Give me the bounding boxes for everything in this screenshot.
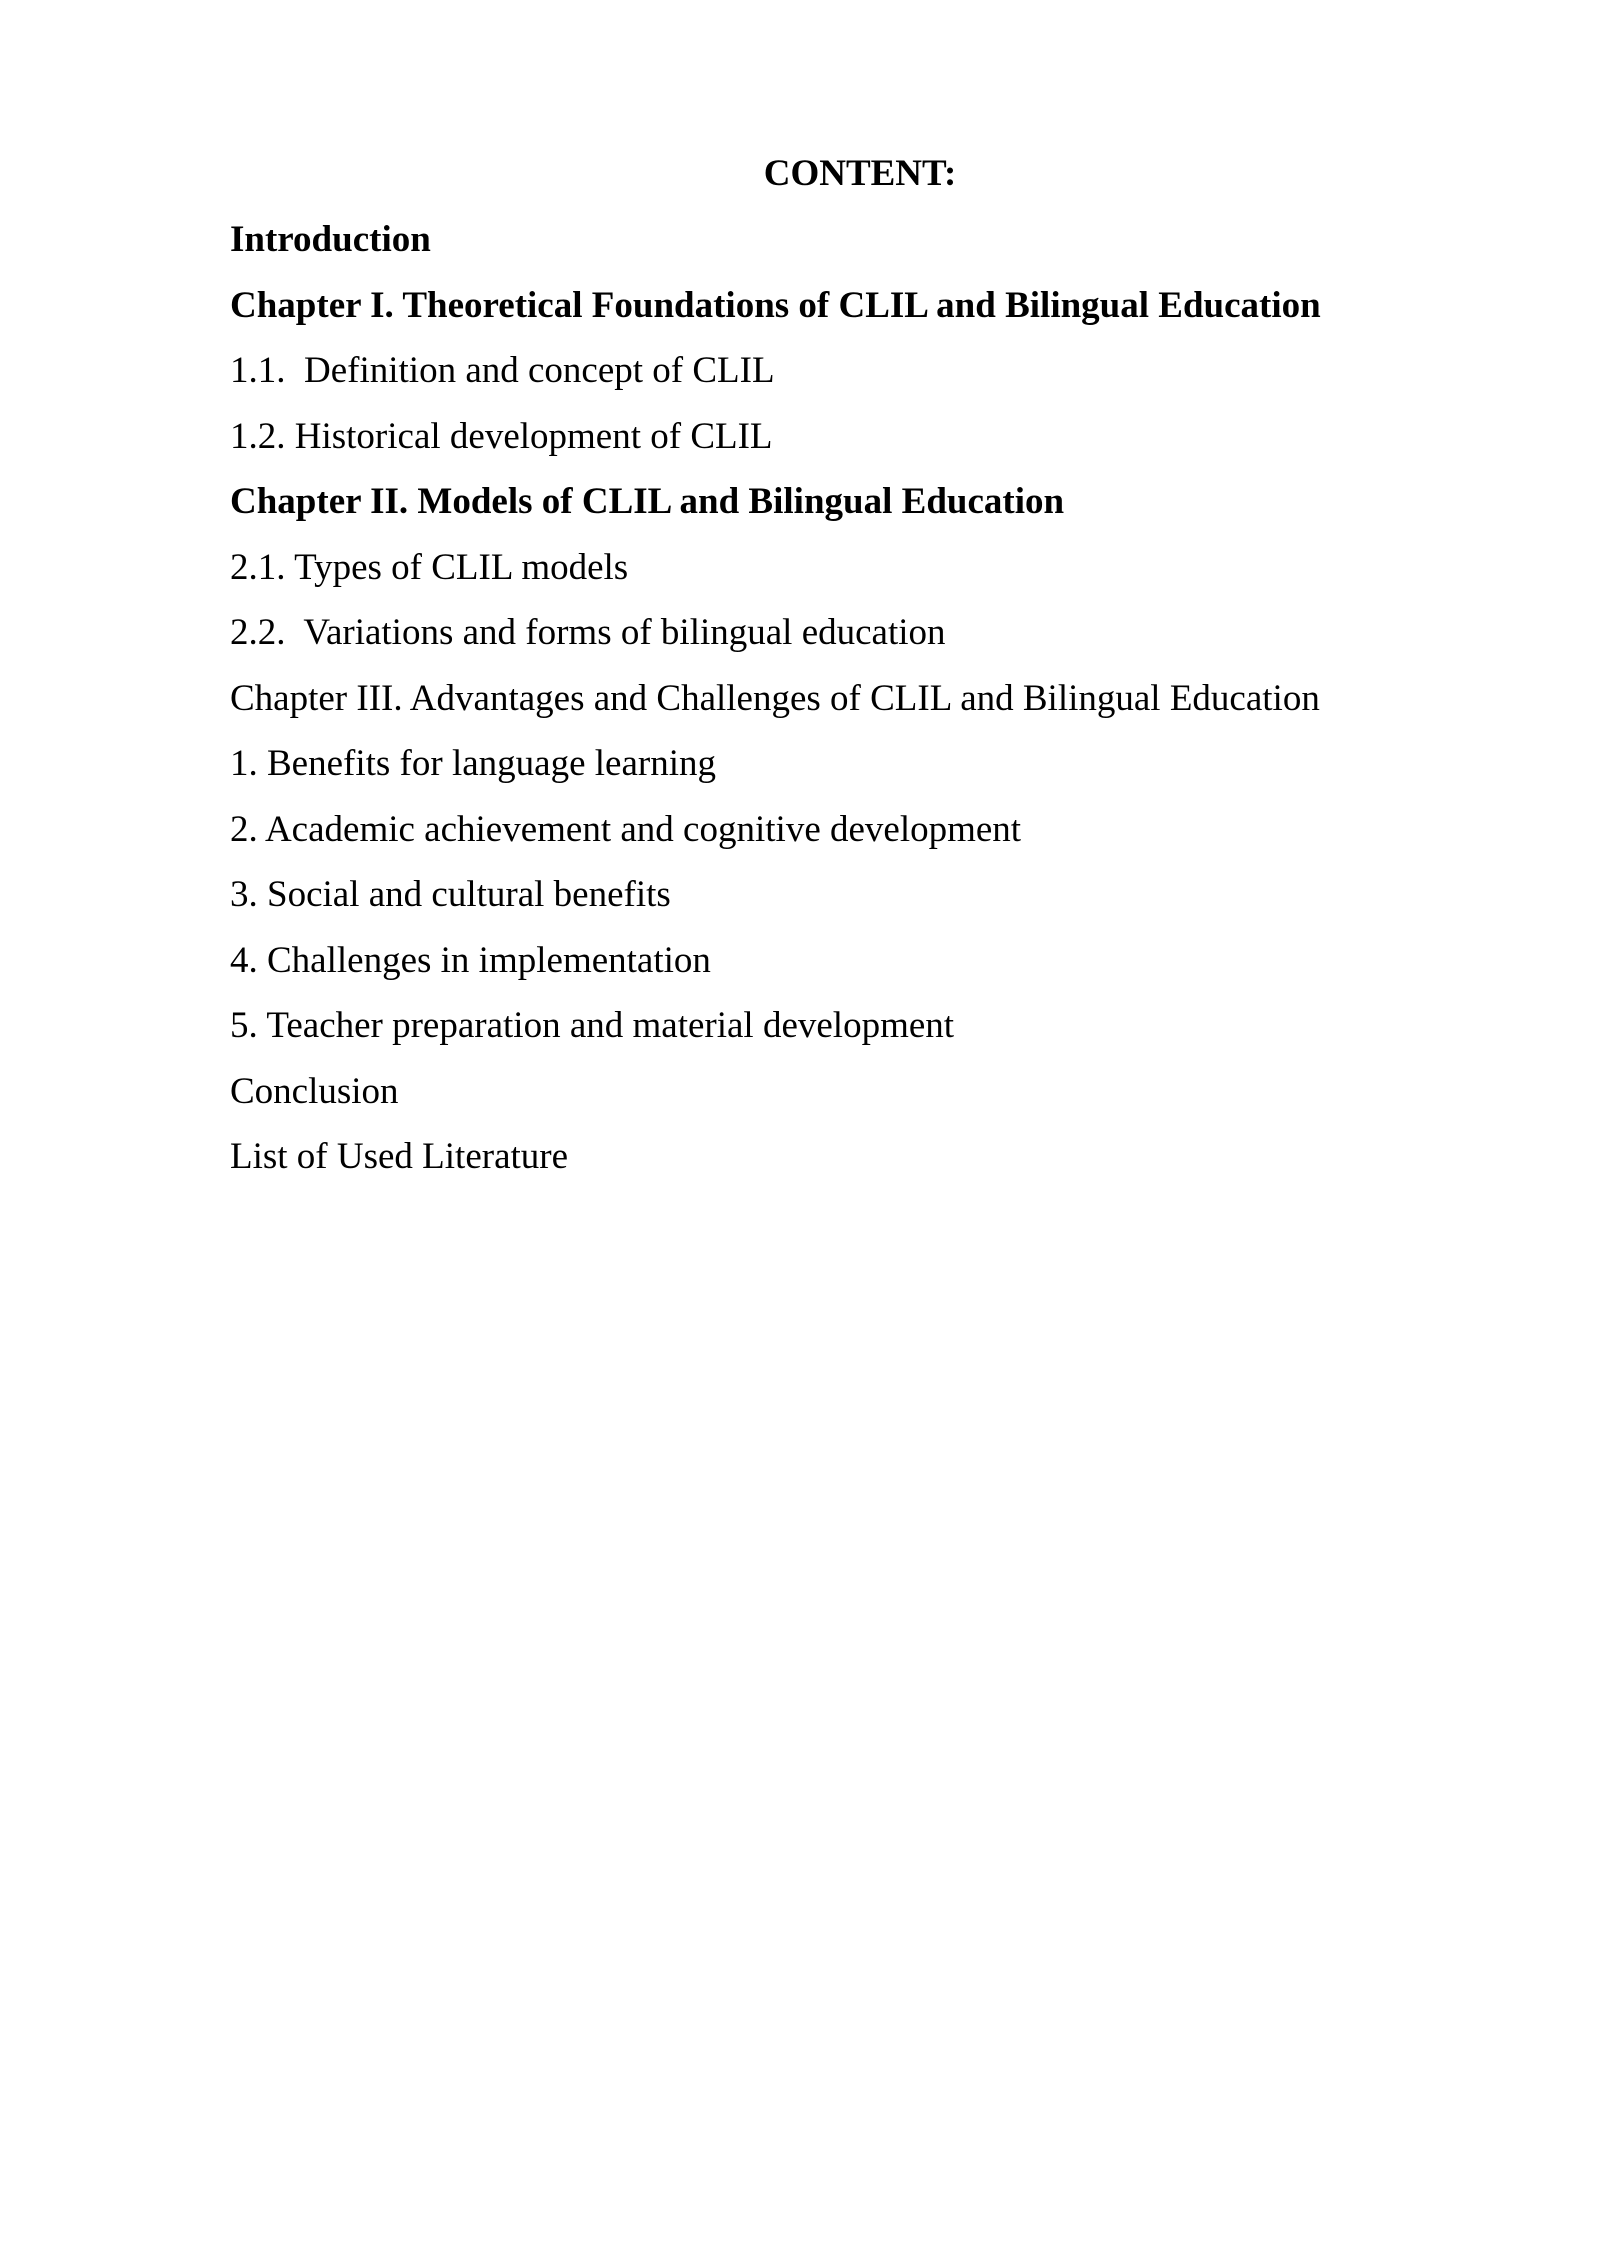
toc-entry-section-2-1: 2.1. Types of CLIL models [230, 546, 629, 588]
toc-entry-section-1-2: 1.2. Historical development of CLIL [230, 415, 773, 457]
toc-entry-section-3-5: 5. Teacher preparation and material development [230, 1005, 955, 1046]
toc-entry-chapter-3: Chapter III. Advantages and Challenges of CLIL and Bilingual Education [230, 677, 1320, 719]
toc-entry-section-2-2: 2.2. Variations and forms of bilingual education [230, 612, 946, 653]
toc-entry-section-3-3: 3. Social and cultural benefits [230, 874, 671, 915]
toc-entry-chapter-2: Chapter II. Models of CLIL and Bilingual Education [230, 481, 1065, 522]
toc-entry-introduction: Introduction [230, 219, 431, 260]
table-of-contents [230, 216, 1430, 1199]
toc-entry-section-3-4: 4. Challenges in implementation [230, 939, 711, 981]
toc-entry-chapter-1: Chapter I. Theoretical Foundations of CLIL and Bilingual Education [230, 284, 1321, 326]
page-title: CONTENT: [763, 153, 957, 194]
toc-entry-literature: List of Used Literature [230, 1136, 569, 1177]
toc-entry-conclusion: Conclusion [230, 1070, 399, 1112]
toc-entry-section-3-1: 1. Benefits for language learning [230, 743, 716, 784]
toc-entry-section-1-1: 1.1. Definition and concept of CLIL [230, 350, 775, 391]
toc-entry-section-3-2: 2. Academic achievement and cognitive development [230, 808, 1022, 850]
